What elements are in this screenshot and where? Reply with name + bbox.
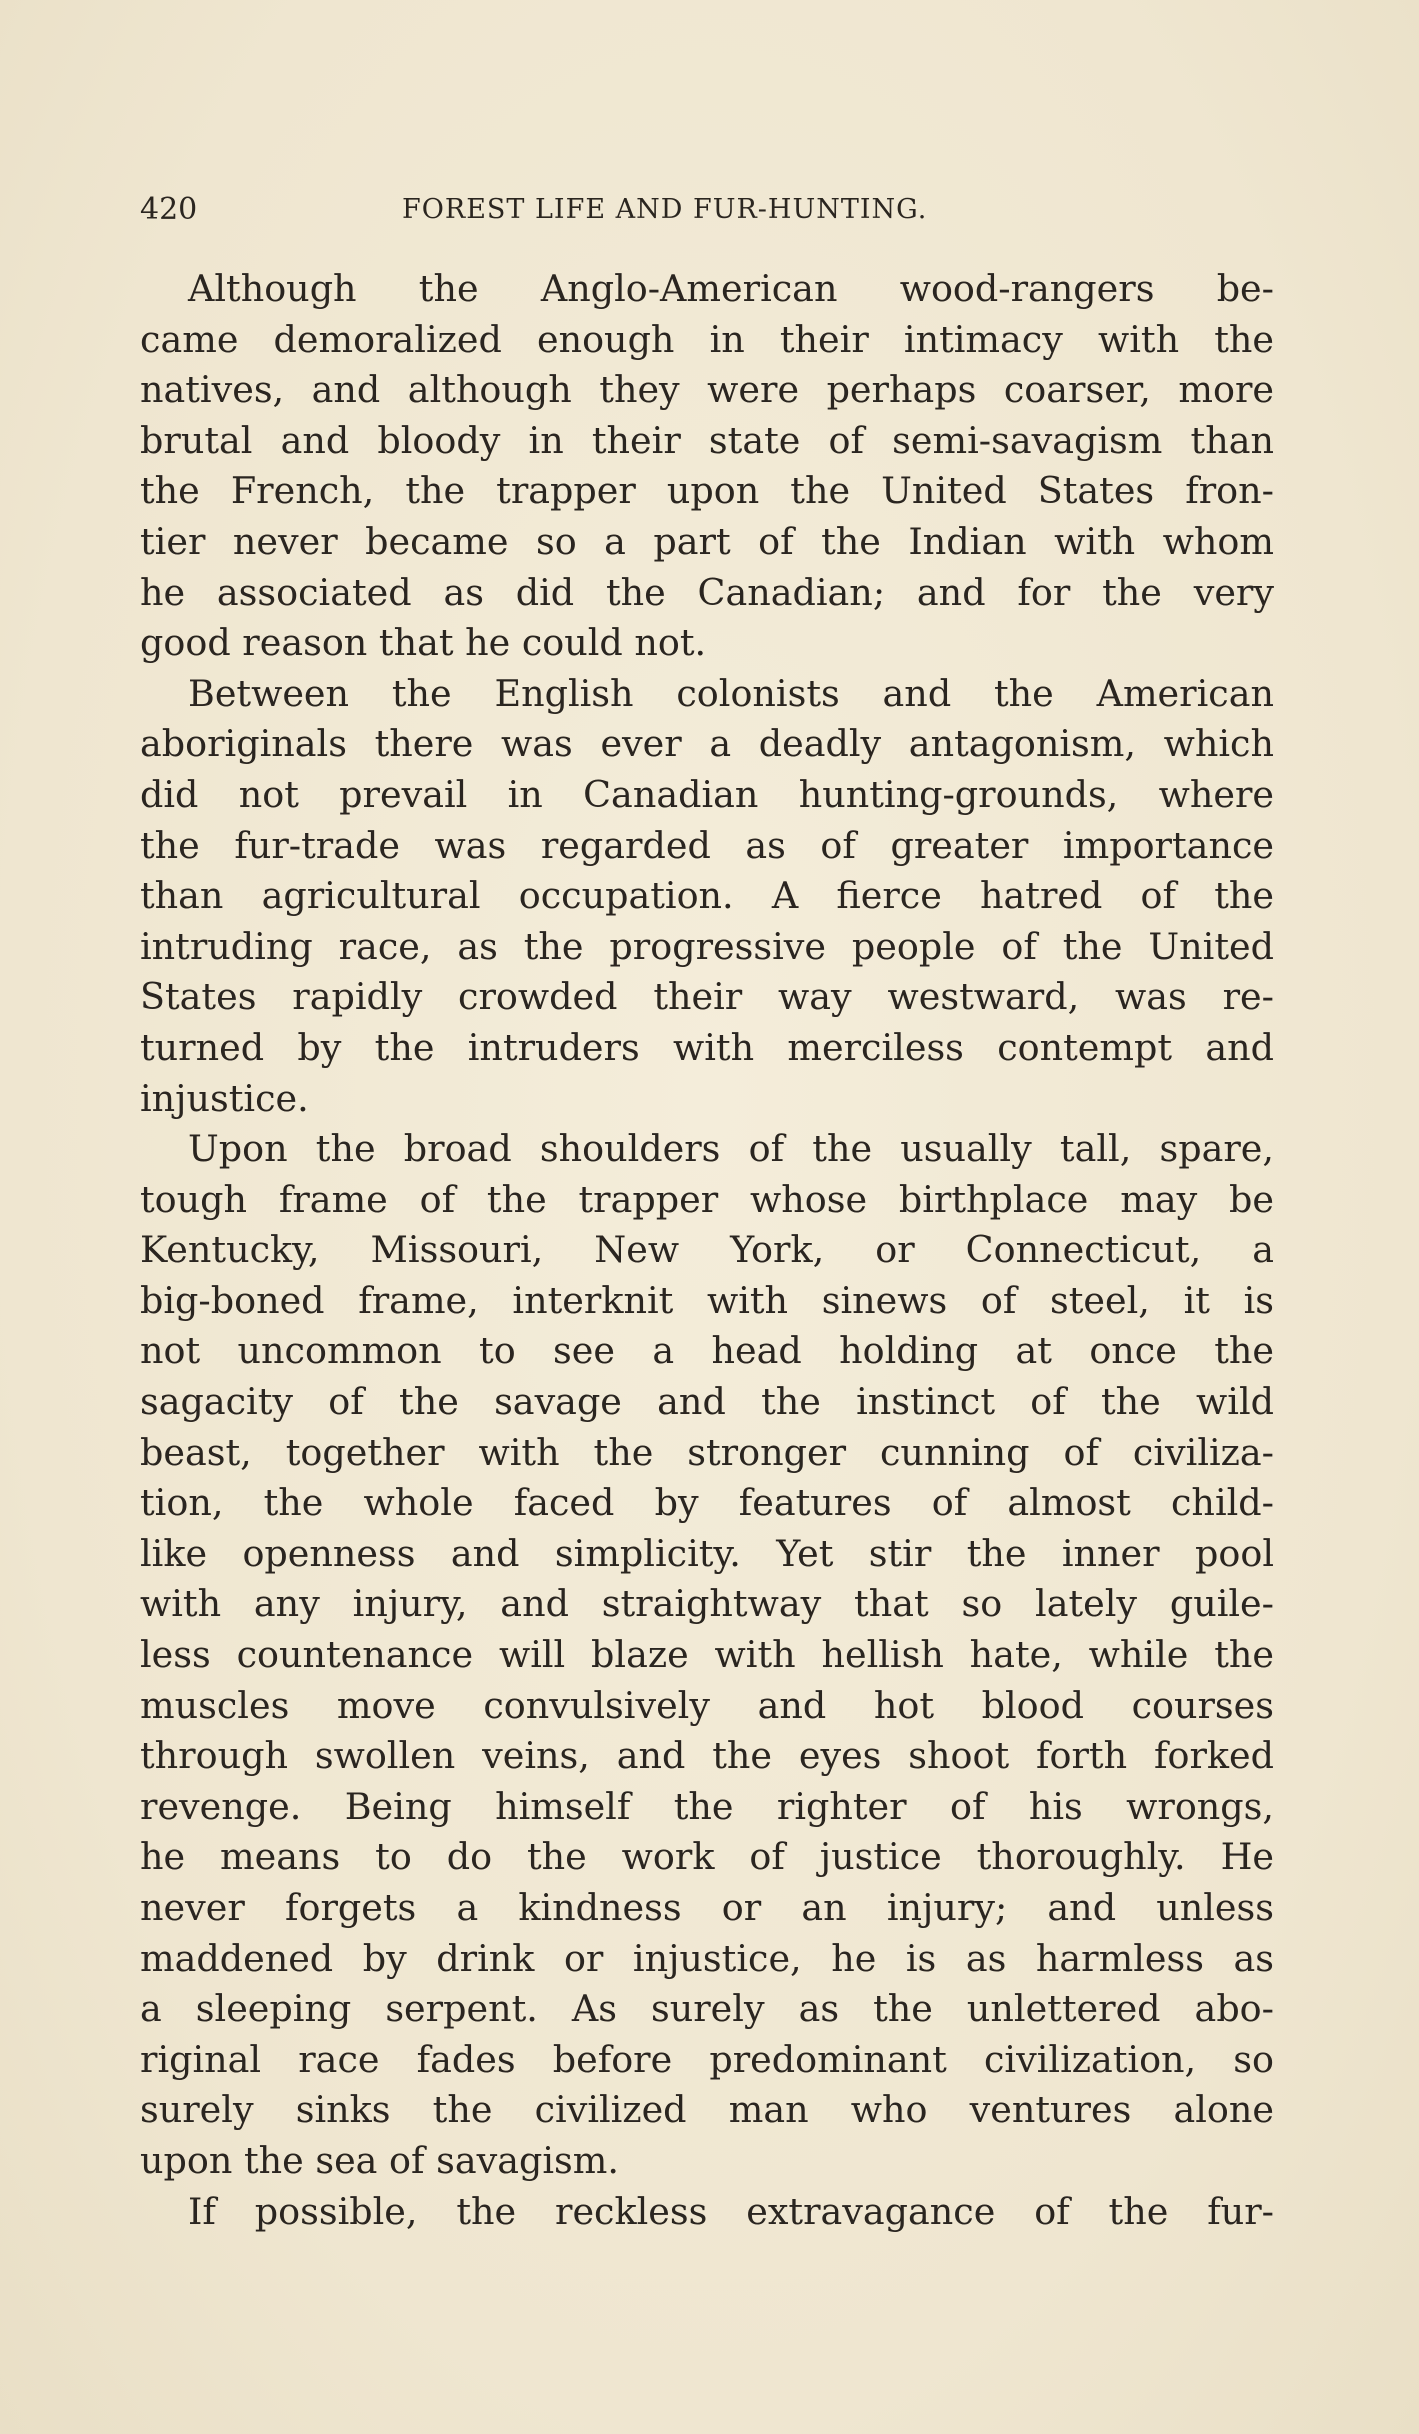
page-number: 420 bbox=[140, 192, 198, 227]
text-line: not uncommon to see a head holding at once the bbox=[140, 1329, 1274, 1373]
text-line: Between the English colonists and the American bbox=[188, 671, 1274, 715]
text-line: revenge. Being himself the righter of his wrongs, bbox=[140, 1784, 1274, 1828]
text-line: the fur-trade was regarded as of greater importance bbox=[140, 823, 1274, 867]
text-line: States rapidly crowded their way westward, was re- bbox=[140, 975, 1274, 1019]
text-line: upon the sea of savagism. bbox=[140, 2138, 619, 2182]
text-line: injustice. bbox=[140, 1076, 309, 1120]
text-line: sagacity of the savage and the instinct of the wild bbox=[140, 1380, 1274, 1424]
text-line: than agricultural occupation. A fierce hatred of the bbox=[140, 874, 1274, 918]
text-line: tier never became so a part of the Indian with whom bbox=[140, 519, 1274, 563]
text-line: aboriginals there was ever a deadly antagonism, which bbox=[140, 722, 1274, 766]
text-line: less countenance will blaze with hellish hate, while the bbox=[140, 1633, 1274, 1677]
text-line: he associated as did the Canadian; and for the very bbox=[140, 570, 1274, 614]
text-line: Although the Anglo-American wood-rangers be- bbox=[188, 267, 1274, 310]
text-line: surely sinks the civilized man who ventures alone bbox=[140, 2088, 1274, 2132]
text-line: good reason that he could not. bbox=[140, 621, 707, 665]
text-line: big-boned frame, interknit with sinews of steel, it is bbox=[140, 1278, 1274, 1322]
text-line: maddened by drink or injustice, he is as harmless as bbox=[140, 1936, 1274, 1980]
text-line: came demoralized enough in their intimacy with the bbox=[140, 317, 1274, 361]
running-title: FOREST LIFE AND FUR-HUNTING. bbox=[402, 194, 928, 225]
text-line: he means to do the work of justice thoroughly. He bbox=[140, 1835, 1274, 1879]
page-header bbox=[140, 192, 1280, 242]
text-line: natives, and although they were perhaps coarser, more bbox=[140, 368, 1274, 412]
text-line: riginal race fades before predominant civilization, so bbox=[140, 2037, 1274, 2081]
body-text bbox=[140, 264, 1274, 2237]
text-line: beast, together with the stronger cunning of civiliza- bbox=[140, 1430, 1274, 1474]
text-line: with any injury, and straightway that so lately guile- bbox=[140, 1582, 1274, 1626]
text-line: did not prevail in Canadian hunting-grounds, where bbox=[140, 772, 1274, 816]
text-line: tion, the whole faced by features of almost child- bbox=[140, 1481, 1274, 1525]
text-line: If possible, the reckless extravagance of the fur- bbox=[188, 2189, 1274, 2233]
text-line: intruding race, as the progressive people of the United bbox=[140, 924, 1274, 968]
text-line: Upon the broad shoulders of the usually tall, spare, bbox=[188, 1127, 1274, 1171]
text-line: brutal and bloody in their state of semi-savagism than bbox=[140, 418, 1274, 462]
text-line: a sleeping serpent. As surely as the unlettered abo- bbox=[140, 1987, 1274, 2031]
text-line: never forgets a kindness or an injury; and unless bbox=[140, 1886, 1274, 1929]
text-line: Kentucky, Missouri, New York, or Connecticut, a bbox=[140, 1228, 1274, 1272]
text-line: turned by the intruders with merciless contempt and bbox=[140, 1025, 1274, 1069]
text-line: through swollen veins, and the eyes shoot forth forked bbox=[140, 1734, 1274, 1778]
text-line: the French, the trapper upon the United States fron- bbox=[140, 469, 1274, 513]
text-line: muscles move convulsively and hot blood courses bbox=[140, 1683, 1274, 1727]
text-line: like openness and simplicity. Yet stir the inner pool bbox=[140, 1531, 1274, 1575]
text-line: tough frame of the trapper whose birthplace may be bbox=[140, 1177, 1274, 1221]
